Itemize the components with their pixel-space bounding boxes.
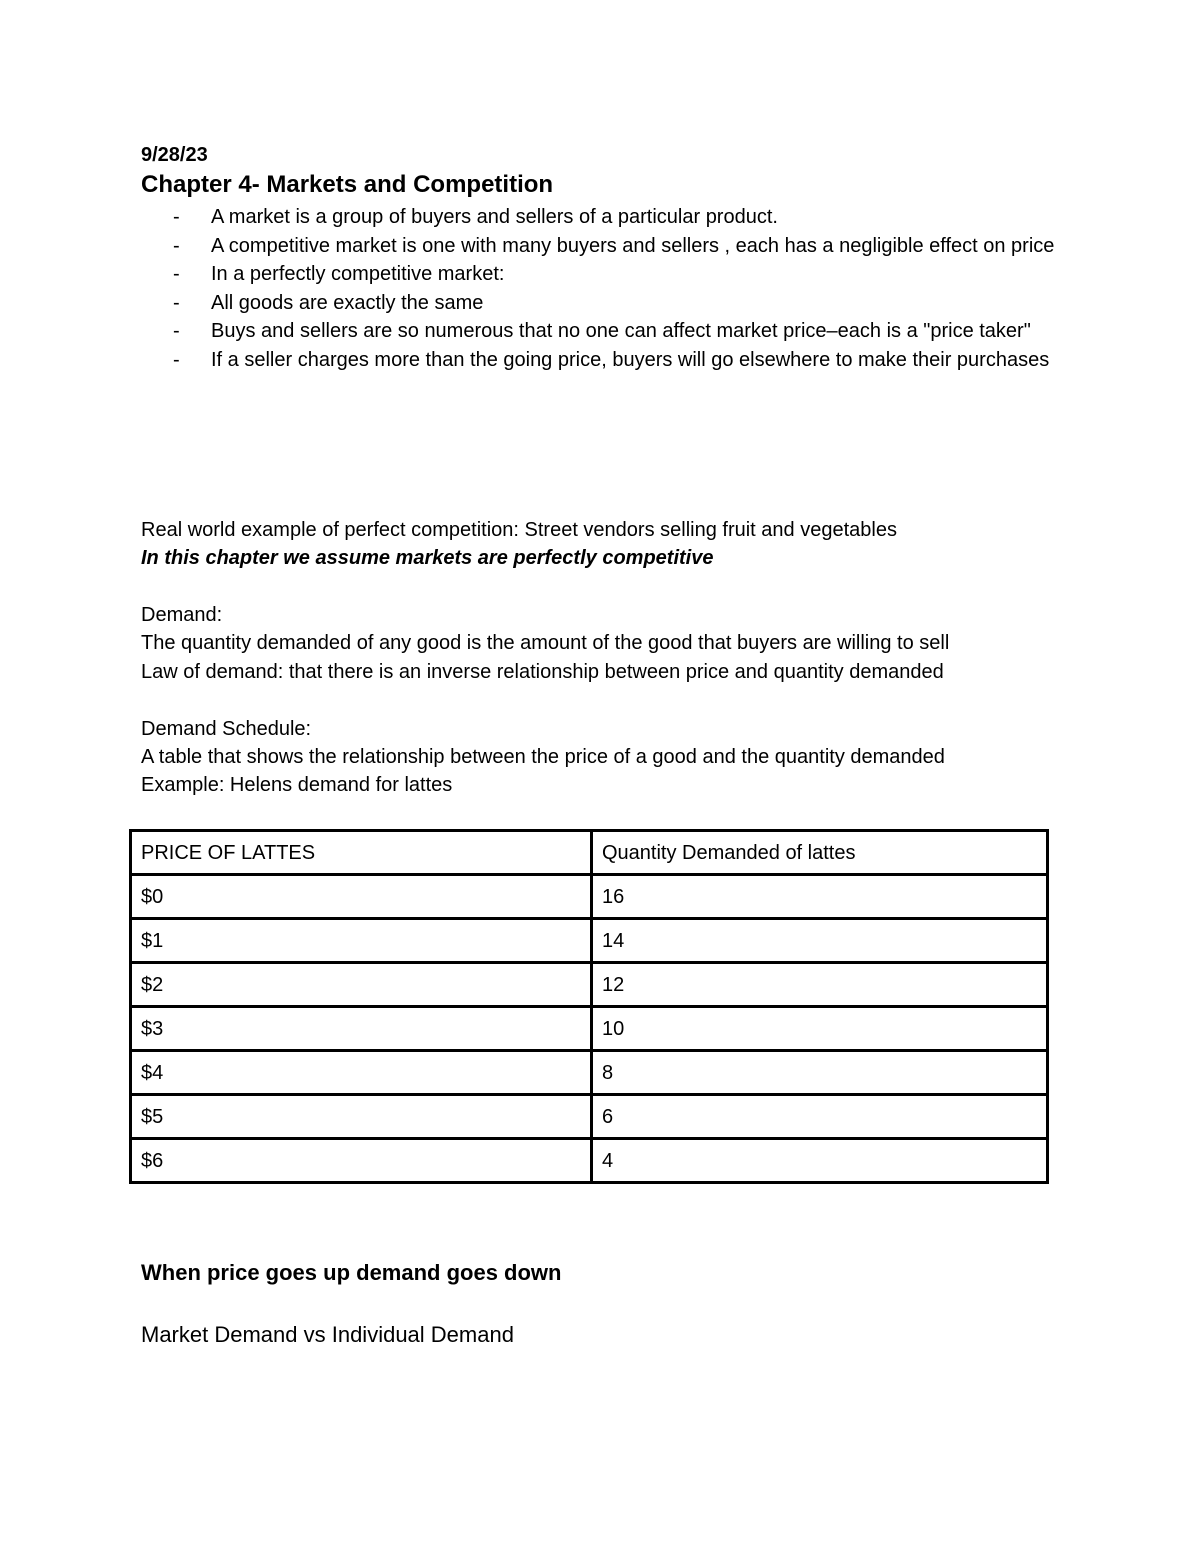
- list-item: [141, 203, 1061, 232]
- definition-list: [141, 203, 1061, 374]
- list-item-text: A competitive market is one with many buyers and sellers , each has a negligible effect on price: [211, 234, 1055, 257]
- demand-heading: Demand:: [141, 604, 223, 626]
- list-item-text: All goods are exactly the same: [211, 291, 484, 314]
- price-cell: $0: [131, 875, 592, 919]
- quantity-cell: 6: [592, 1095, 1048, 1139]
- bullet-dash: -: [173, 291, 180, 314]
- table-row: [131, 1139, 1048, 1183]
- demand-schedule-table: [129, 829, 1049, 1184]
- table-row: [131, 919, 1048, 963]
- bullet-dash: -: [173, 234, 180, 257]
- list-item: [141, 260, 1061, 289]
- bullet-dash: -: [173, 206, 180, 228]
- list-item: [141, 317, 1061, 346]
- note-date: 9/28/23: [141, 144, 208, 166]
- demand-definition: The quantity demanded of any good is the amount of the good that buyers are willing to sell: [141, 632, 950, 654]
- column-header-quantity: Quantity Demanded of lattes: [592, 831, 1048, 875]
- list-item: [141, 289, 1061, 318]
- bullet-dash: -: [173, 263, 180, 285]
- quantity-cell: 10: [592, 1007, 1048, 1051]
- list-item: [141, 346, 1061, 375]
- bullet-dash: -: [173, 348, 180, 371]
- quantity-cell: 14: [592, 919, 1048, 963]
- assumption-note: In this chapter we assume markets are perfectly competitive: [141, 547, 714, 569]
- schedule-definition: A table that shows the relationship between the price of a good and the quantity demanded: [141, 746, 945, 768]
- quantity-cell: 12: [592, 963, 1048, 1007]
- table-row: [131, 1095, 1048, 1139]
- conclusion-heading: When price goes up demand goes down: [141, 1260, 562, 1285]
- price-cell: $6: [131, 1139, 592, 1183]
- price-cell: $3: [131, 1007, 592, 1051]
- table-row: [131, 1007, 1048, 1051]
- schedule-heading: Demand Schedule:: [141, 718, 312, 740]
- price-cell: $1: [131, 919, 592, 963]
- bullet-dash: -: [173, 320, 180, 342]
- price-cell: $5: [131, 1095, 592, 1139]
- schedule-example: Example: Helens demand for lattes: [141, 774, 453, 796]
- table-row: [131, 1051, 1048, 1095]
- market-vs-individual: Market Demand vs Individual Demand: [141, 1322, 514, 1347]
- table-header-row: [131, 831, 1048, 875]
- list-item: [141, 232, 1061, 261]
- column-header-price: PRICE OF LATTES: [131, 831, 592, 875]
- list-item-text: A market is a group of buyers and sellers of a particular product.: [211, 206, 778, 228]
- list-item-text: In a perfectly competitive market:: [211, 263, 505, 285]
- quantity-cell: 8: [592, 1051, 1048, 1095]
- list-item-text: Buys and sellers are so numerous that no one can affect market price–each is a "price taker": [211, 320, 1031, 342]
- quantity-cell: 4: [592, 1139, 1048, 1183]
- quantity-cell: 16: [592, 875, 1048, 919]
- price-cell: $4: [131, 1051, 592, 1095]
- table-row: [131, 875, 1048, 919]
- law-of-demand: Law of demand: that there is an inverse relationship between price and quantity demanded: [141, 661, 944, 683]
- table-row: [131, 963, 1048, 1007]
- chapter-title: Chapter 4- Markets and Competition: [141, 171, 554, 198]
- real-world-example: Real world example of perfect competition: Street vendors selling fruit and vegetables: [141, 519, 897, 541]
- price-cell: $2: [131, 963, 592, 1007]
- list-item-text: If a seller charges more than the going price, buyers will go elsewhere to make their purchases: [211, 348, 1050, 371]
